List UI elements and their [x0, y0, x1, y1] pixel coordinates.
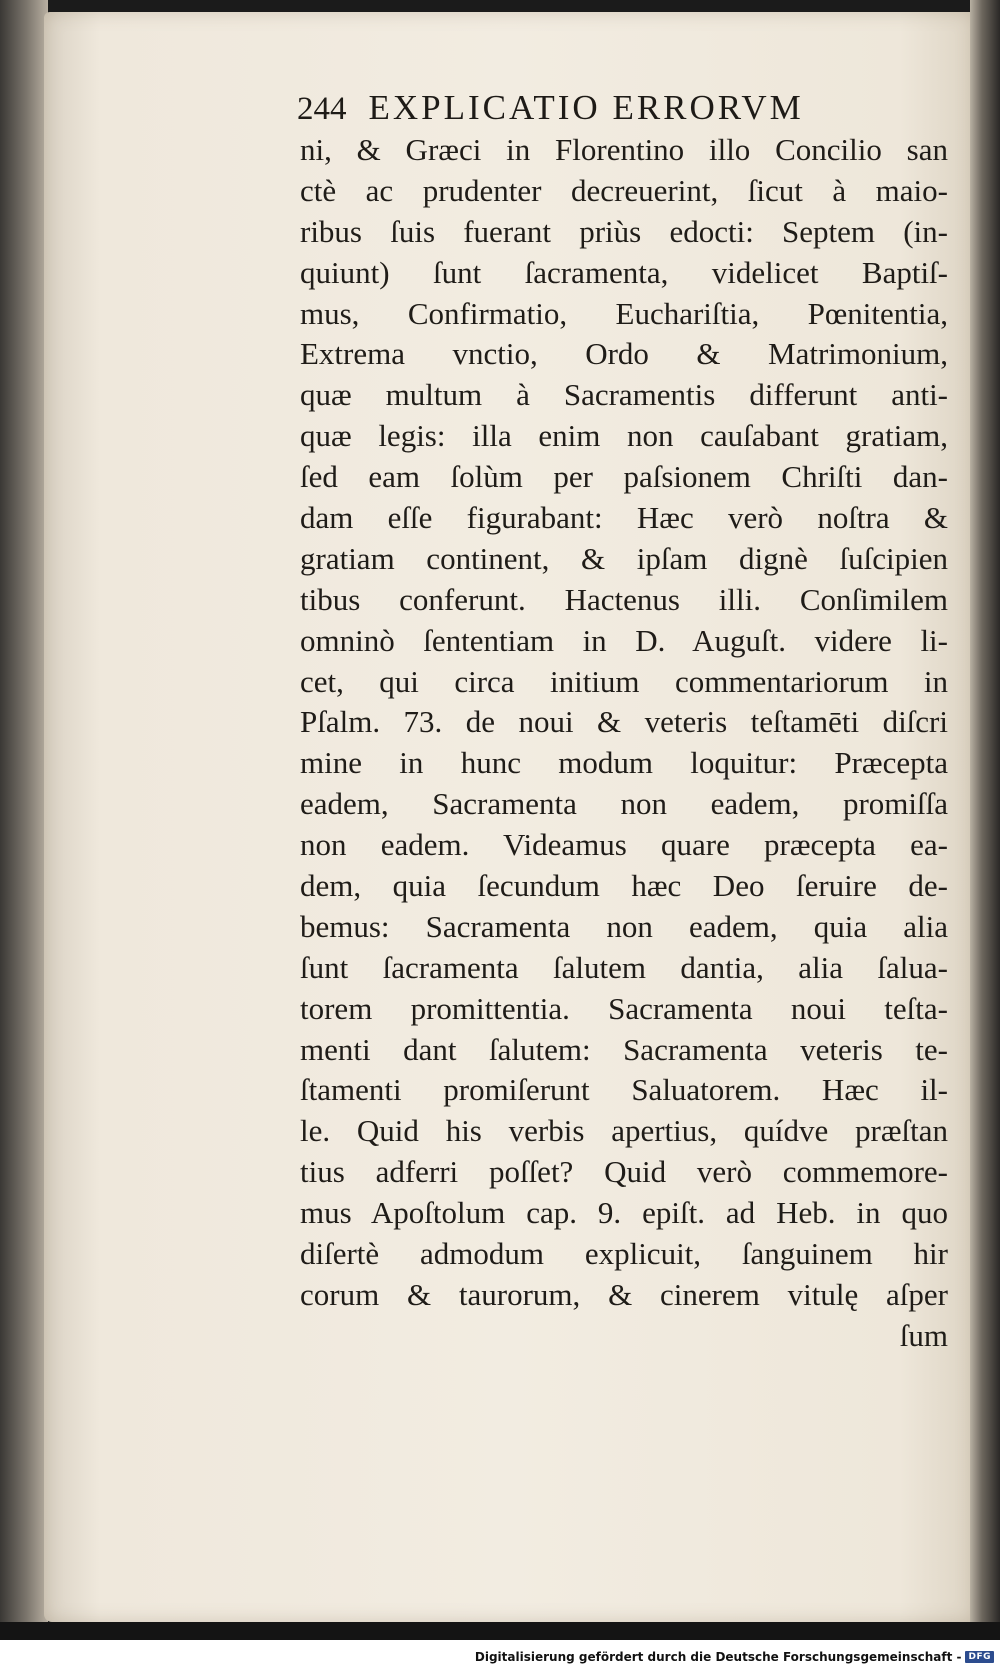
text-line: ribus ſuis fuerant priùs edocti: Septem (in-: [300, 213, 948, 249]
text-line: mus Apoſtolum cap. 9. epiſt. ad Heb. in quo: [300, 1195, 948, 1231]
digitization-credit: [475, 1646, 994, 1668]
text-line: ſtamenti promiſerunt Saluatorem. Hæc il-: [300, 1072, 948, 1108]
text-line: mus, Confirmatio, Euchariſtia, Pœnitentia,: [300, 295, 948, 331]
text-line: non eadem. Videamus quare præcepta ea-: [300, 827, 948, 863]
running-head: [297, 88, 937, 134]
text-line: ni, & Græci in Florentino illo Concilio san: [300, 132, 948, 167]
text-line: torem promittentia. Sacramenta noui teſta-: [300, 990, 948, 1026]
text-line: diſertè admodum explicuit, ſanguinem hir: [300, 1236, 948, 1272]
book-gutter: [970, 0, 1000, 1640]
text-line: corum & taurorum, & cinerem vitulę aſper: [300, 1276, 948, 1312]
page-number: 244: [297, 91, 347, 127]
text-line: quæ multum à Sacramentis differunt anti-: [300, 377, 948, 413]
text-line: mine in hunc modum loquitur: Præcepta: [300, 745, 948, 781]
book-left-edge: [0, 0, 48, 1640]
scan-bottom-band: [0, 1622, 1000, 1640]
dfg-logo: DFG: [965, 1651, 994, 1663]
text-line: bemus: Sacramenta non eadem, quia alia: [300, 908, 948, 944]
text-line: gratiam continent, & ipſam dignè ſuſcipien: [300, 540, 948, 576]
text-line: ctè ac prudenter decreuerint, ſicut à maio-: [300, 172, 948, 208]
body-text: [300, 130, 948, 1357]
text-line: quiunt) ſunt ſacramenta, videlicet Baptiſ-: [300, 254, 948, 290]
text-line: menti dant ſalutem: Sacramenta veteris te-: [300, 1031, 948, 1067]
text-line: Extrema vnctio, Ordo & Matrimonium,: [300, 336, 948, 372]
credit-text: Digitalisierung gefördert durch die Deutsche Forschungsgemeinschaft -: [474, 1650, 962, 1664]
text-line: Pſalm. 73. de noui & veteris teſtamēti diſcri: [300, 704, 948, 740]
text-line: dem, quia ſecundum hæc Deo ſeruire de-: [300, 868, 948, 904]
text-line: eadem, Sacramenta non eadem, promiſſa: [300, 786, 948, 822]
text-line: ſed eam ſolùm per paſsionem Chriſti dan-: [300, 459, 948, 495]
text-line: ſunt ſacramenta ſalutem dantia, alia ſalua-: [300, 949, 948, 985]
text-line: quæ legis: illa enim non cauſabant gratiam,: [300, 418, 948, 454]
running-head-title: EXPLICATIO ERRORVM: [368, 88, 804, 127]
text-line: cet, qui circa initium commentariorum in: [300, 663, 948, 699]
text-line: omninò ſententiam in D. Auguſt. videre li-: [300, 622, 948, 658]
text-line: le. Quid his verbis apertius, quídve præſtan: [300, 1113, 948, 1149]
text-line: tibus conferunt. Hactenus illi. Conſimilem: [300, 581, 948, 617]
text-line: dam eſſe figurabant: Hæc verò noſtra &: [300, 500, 948, 536]
catchword: ſum: [899, 1317, 948, 1353]
text-line: tius adferri poſſet? Quid verò commemore-: [300, 1154, 948, 1190]
